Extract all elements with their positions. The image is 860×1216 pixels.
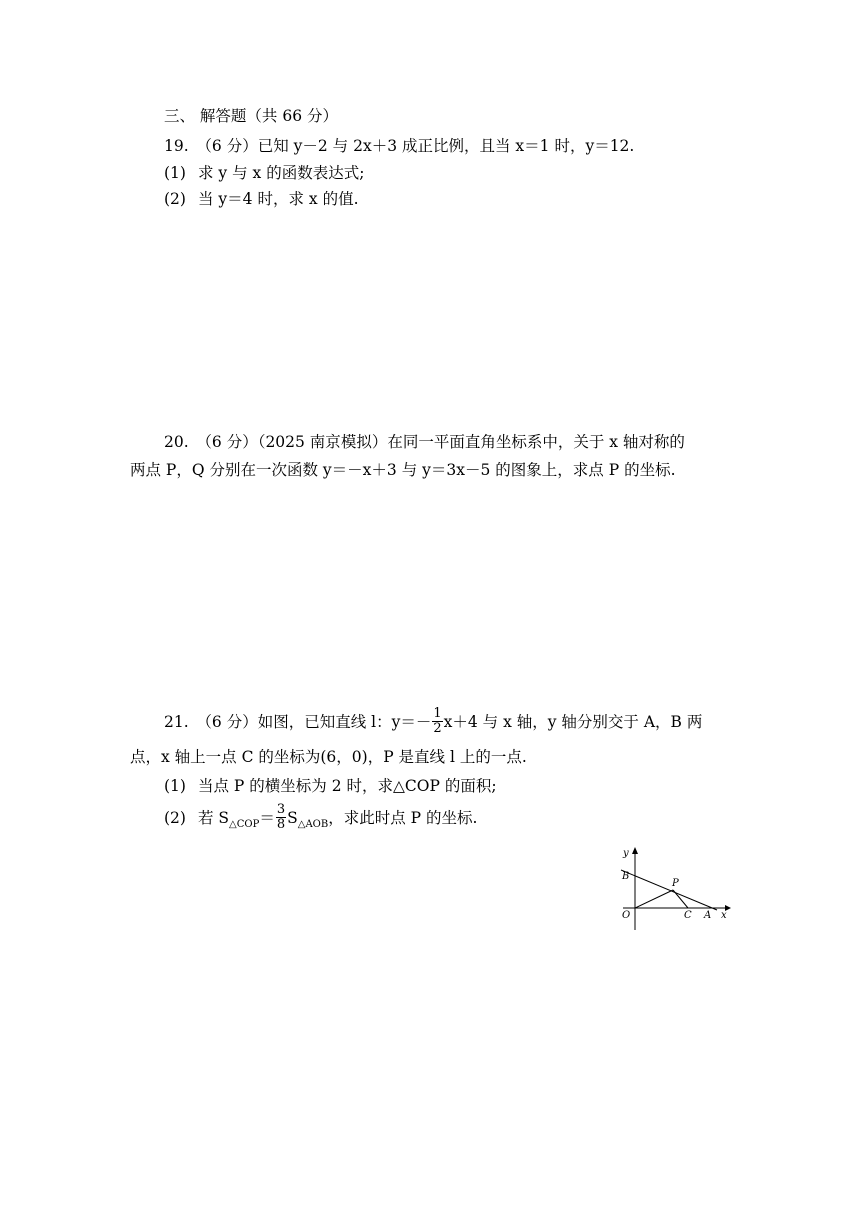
label-B: B <box>622 871 630 882</box>
y-axis-arrow <box>632 847 638 854</box>
q19-part2 <box>164 189 359 209</box>
q21-part2 <box>164 802 477 837</box>
q19-part2-number: (2) <box>164 190 186 208</box>
q19-part1-number: (1) <box>164 164 186 182</box>
q21-part2-eq: ＝ <box>259 809 275 827</box>
segment-PC <box>673 890 688 908</box>
q21-line1-pre: 21. （6 分）如图，已知直线 l：y＝－ <box>164 713 432 731</box>
q21-figure <box>615 840 735 935</box>
label-O: O <box>622 910 631 921</box>
label-P: P <box>672 878 679 889</box>
label-x: x <box>721 910 727 921</box>
q21-part2-sub2: △AOB <box>297 819 329 830</box>
q20-line1: 20. （6 分）（2025 南京模拟）在同一平面直角坐标系中，关于 x 轴对称的 <box>164 433 685 451</box>
segment-OP <box>635 890 673 908</box>
q21-part2-sub1: △COP <box>229 819 260 830</box>
label-y: y <box>623 848 629 859</box>
q21-part1-text: 当点 P 的横坐标为 2 时，求△COP 的面积; <box>198 777 497 795</box>
label-A: A <box>704 910 712 921</box>
q21-part1-number: (1) <box>164 777 186 795</box>
q21-line1-post: x＋4 与 x 轴，y 轴分别交于 A，B 两 <box>443 713 703 731</box>
q21-fraction-three-eighths: $\frac{3}{8}$ <box>276 801 286 832</box>
q21-line1 <box>164 706 702 738</box>
q21-part2-number: (2) <box>164 809 186 827</box>
q21-line2: 点，x 轴上一点 C 的坐标为(6，0)，P 是直线 l 上的一点. <box>130 748 527 766</box>
q19-part2-text: 当 y＝4 时，求 x 的值. <box>198 190 359 208</box>
q21-fraction-half: $\frac{1}{2}$ <box>433 705 442 736</box>
q19-part1-text: 求 y 与 x 的函数表达式; <box>198 164 365 182</box>
q21-part2-post: ，求此时点 P 的坐标. <box>328 809 478 827</box>
section-title: 三、 解答题（共 66 分） <box>164 107 339 125</box>
label-C: C <box>684 910 692 921</box>
q21-part2-s2: S <box>287 809 298 827</box>
q20-line2: 两点 P，Q 分别在一次函数 y＝－x＋3 与 y＝3x－5 的图象上，求点 P 的坐标. <box>130 461 676 479</box>
q19-stem: 19. （6 分）已知 y－2 与 2x＋3 成正比例，且当 x＝1 时，y＝12. <box>164 137 635 155</box>
q19-part1 <box>164 163 364 183</box>
q21-part2-s1: 若 S <box>198 809 230 827</box>
q21-part1 <box>164 776 497 796</box>
